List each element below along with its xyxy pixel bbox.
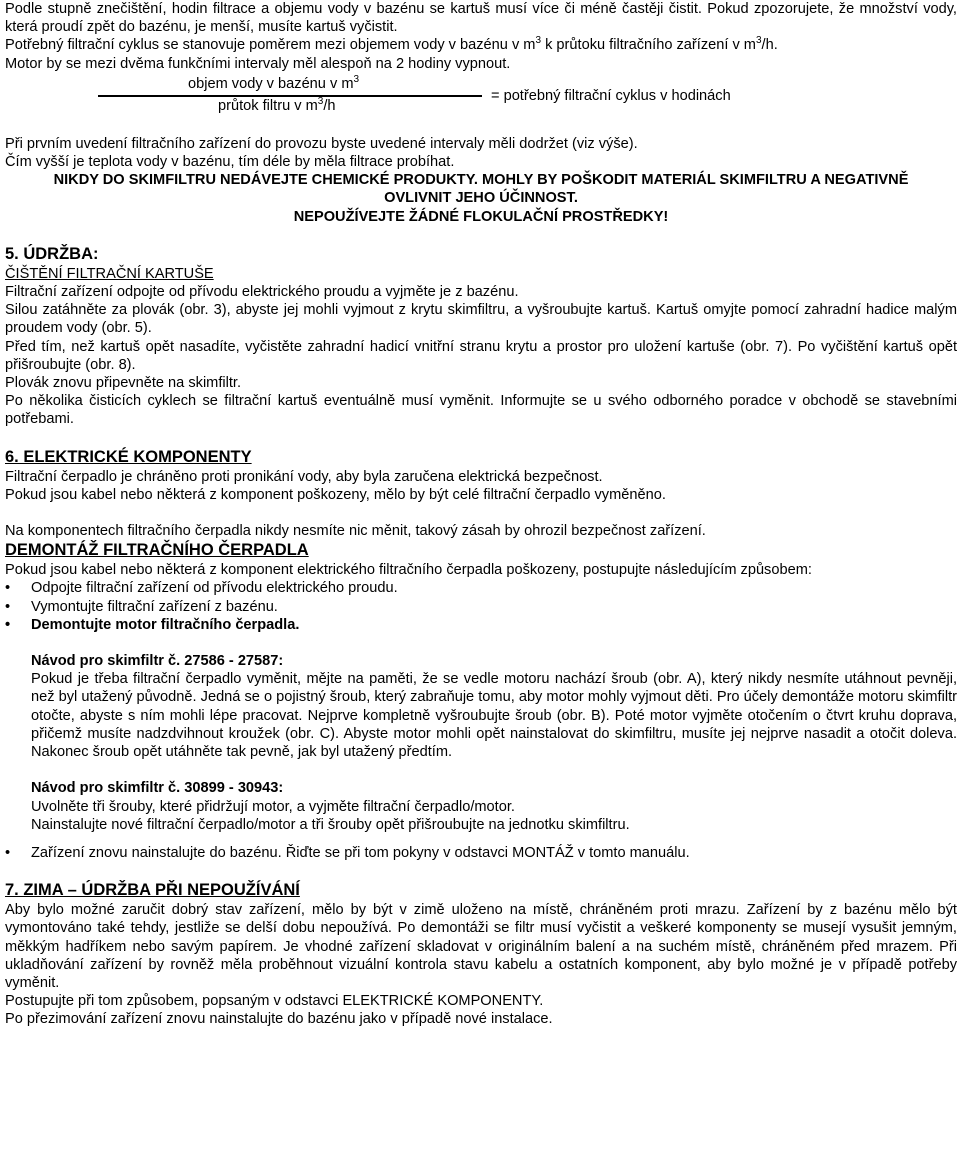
section-6-heading: 6. ELEKTRICKÉ KOMPONENTY: [5, 447, 252, 466]
electrical-text-1: Filtrační čerpadlo je chráněno proti pronikání vody, aby byla zaručena elektrická bezpečnost.: [5, 468, 603, 485]
instructions-30899: [5, 779, 957, 834]
reinstall-step: [5, 844, 957, 862]
pump-removal-heading: DEMONTÁŽ FILTRAČNÍHO ČERPADLA: [5, 541, 309, 560]
instructions-30899-step-1: Uvolněte tři šrouby, které přidržují motor, a vyjměte filtrační čerpadlo/motor.: [31, 798, 515, 815]
bullet-icon: •: [5, 844, 11, 861]
filtration-cycle-text: Potřebný filtrační cyklus se stanovuje poměrem mezi objemem vody v bazénu v $m^3$ k průtoku filtračního zařízení v $m^3/h$.: [5, 35, 778, 54]
bullet-icon: •: [5, 598, 11, 615]
flocculant-warning: NEPOUŽÍVEJTE ŽÁDNÉ FLOKULAČNÍ PROSTŘEDKY!: [293, 208, 669, 225]
pump-removal-steps: [5, 579, 957, 634]
cartridge-cleaning-subheading: ČIŠTĚNÍ FILTRAČNÍ KARTUŠE: [5, 265, 214, 282]
electrical-text-3: Na komponentech filtračního čerpadla nikdy nesmíte nic měnit, takový zásah by ohrozil bezpečnost zařízení.: [5, 523, 706, 540]
maintenance-step-4: Plovák znovu připevněte na skimfiltr.: [5, 375, 242, 392]
list-item: • Odpojte filtrační zařízení od přívodu elektrického proudu.: [5, 580, 398, 597]
chemical-warning: NIKDY DO SKIMFILTRU NEDÁVEJTE CHEMICKÉ PRODUKTY. MOHLY BY POŠKODIT MATERIÁL SKIMFILTRU A NEGATIVNĚ OVLIVNIT JEHO ÚČINNOST.: [53, 172, 909, 207]
list-item: • Demontujte motor filtračního čerpadla.: [5, 616, 300, 633]
maintenance-step-5: Po několika čisticích cyklech se filtrační kartuš eventuálně musí vyměnit. Informujte se u svého odborného poradce v obchodě se stavebními potřebami.: [5, 393, 957, 428]
instructions-30899-heading: Návod pro skimfiltr č. 30899 - 30943:: [31, 780, 284, 797]
formula-result: = potřebný filtrační cyklus v hodinách: [491, 87, 731, 104]
bullet-icon: •: [5, 616, 11, 633]
list-item: • Zařízení znovu nainstalujte do bazénu. Řiďte se při tom pokyny v odstavci MONTÁŽ v tomto manuálu.: [5, 844, 690, 861]
section-7-heading: 7. ZIMA – ÚDRŽBA PŘI NEPOUŽÍVÁNÍ: [5, 881, 300, 900]
list-item: • Vymontujte filtrační zařízení z bazénu.: [5, 598, 278, 615]
winter-storage-text: Aby bylo možné zaručit dobrý stav zařízení, mělo by být v zimě uloženo na místě, chráněném proti mrazu. Zařízení by z bazénu mělo být vymontováno také tehdy, jestliže se delší dobu nepoužívá. Po demontáži se filtr musí vyčistit a veškeré komponenty se musejí vysušit jemným, měkkým hadříkem nebo savým papírem. Je vhodné zařízení skladovat v originálním balení a na suchém místě, chráněném před mrazem. Při ukladňování zařízení by rovněž měla proběhnout vizuální kontrola stavu kabelu a ostatních komponent, aby bylo možné je v případě potřeby vyměnit.: [5, 902, 957, 991]
formula-denominator: průtok filtru v $m^3/h$: [218, 95, 336, 114]
motor-pause-text: Motor by se mezi dvěma funkčními intervaly měl alespoň na 2 hodiny vypnout.: [5, 55, 511, 72]
maintenance-step-2: Silou zatáhněte za plovák (obr. 3), abyste jej mohli vyjmout z krytu skimfiltru, a vyšroubujte kartuš. Kartuš omyjte pomocí zahradní hadice malým proudem vody (obr. 5).: [5, 302, 957, 337]
section-5-heading: 5. ÚDRŽBA:: [5, 244, 99, 263]
instructions-27586-heading: Návod pro skimfiltr č. 27586 - 27587:: [31, 653, 284, 670]
maintenance-step-3: Před tím, než kartuš opět nasadíte, vyčistěte zahradní hadicí vnitřní stranu krytu a prostor pro uložení kartuše (obr. 7). Po vyčištění kartuš opět přišroubujte (obr. 8).: [5, 338, 957, 373]
instructions-27586: [5, 652, 957, 761]
electrical-text-2: Pokud jsou kabel nebo některá z komponent poškozeny, mělo by být celé filtrační čerpadlo vyměněno.: [5, 486, 666, 503]
pump-removal-intro: Pokud jsou kabel nebo některá z komponent elektrického filtračního čerpadla poškozeny, postupujte následujícím způsobem:: [5, 562, 812, 579]
bullet-icon: •: [5, 580, 11, 597]
filtration-formula: [5, 75, 957, 125]
intro-paragraph: Podle stupně znečištění, hodin filtrace a objemu vody v bazénu se kartuš musí více či méně častěji čistit. Pokud zpozorujete, že množství vody, která proudí zpět do bazénu, je menší, musíte kartuš vyčistit.: [5, 1, 957, 36]
instructions-27586-text: Pokud je třeba filtrační čerpadlo vyměnit, mějte na paměti, že se vedle motoru nachází šroub (obr. A), který nikdy nesmíte utáhnout pevněji, než byl utažený původně. Jedná se o pojistný šroub, který zabraňuje tomu, aby motor mohly vyjmout děti. Pro účely demontáže motoru skimfiltr otočte, abyste s ním mohli lépe pracovat. Nejprve kompletně vyšroubujte šroub (obr. B). Poté motor vyjměte otočením o čtvrt kruhu doprava, přičemž musíte nadzdvihnout kroužek (obr. C). Abyste motor mohli opět nainstalovat do skimfiltru, musíte jej nejprve nasadit a otočit doleva. Nakonec šroub opět utáhněte tak pevně, jak byl utažený předtím.: [31, 671, 957, 761]
instructions-30899-step-2: Nainstalujte nové filtrační čerpadlo/motor a tři šrouby opět přišroubujte na jednotku skimfiltru.: [31, 816, 630, 833]
first-use-note: Při prvním uvedení filtračního zařízení do provozu byste uvedené intervaly měli dodržet (viz výše).: [5, 135, 638, 152]
temperature-note: Čím vyšší je teplota vody v bazénu, tím déle by měla filtrace probíhat.: [5, 154, 455, 171]
maintenance-step-1: Filtrační zařízení odpojte od přívodu elektrického proudu a vyjměte je z bazénu.: [5, 284, 519, 301]
winter-reinstall-text: Po přezimování zařízení znovu nainstalujte do bazénu jako v případě nové instalace.: [5, 1011, 553, 1028]
winter-procedure-text: Postupujte při tom způsobem, popsaným v odstavci ELEKTRICKÉ KOMPONENTY.: [5, 993, 544, 1010]
formula-numerator: objem vody v bazénu v $m^3$: [188, 73, 360, 92]
